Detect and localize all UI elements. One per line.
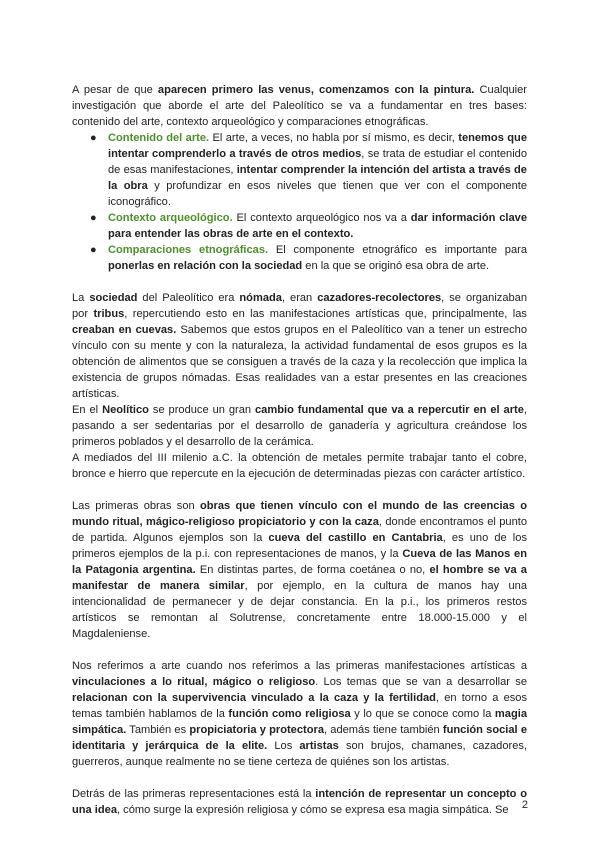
bullet-icon: ●: [90, 244, 97, 256]
bold-run: propiciatoria y protectora: [189, 724, 324, 736]
bullet-icon: ●: [90, 132, 97, 144]
bold-run: intentar comprender la intención del artista a través de la obra: [108, 164, 527, 192]
bold-run: dar información clave para entender las obras de arte en el contexto.: [108, 212, 527, 240]
text-run: En el: [72, 404, 103, 416]
text-run: son brujos, chamanes, cazadores, guerreros, aunque realmente no se tiene certeza de quiénes son los artistas.: [72, 740, 527, 768]
bold-run: relacionan con la supervivencia vinculado a la caza y la fertilidad: [72, 692, 436, 704]
text-run: A pesar de que: [72, 84, 158, 96]
text-run: , donde encontramos el punto de partida. Algunos ejemplos son la: [72, 516, 528, 544]
paragraph-gap: [72, 482, 527, 498]
list-item: [90, 210, 527, 242]
list-item: [90, 130, 528, 210]
page-content: [72, 82, 527, 818]
heading-run: Contenido del arte.: [108, 132, 210, 144]
bold-run: obras que tienen vínculo con el mundo de las creencias o mundo ritual, mágico-religioso propiciatorio y con la caza: [72, 500, 527, 528]
text-run: La: [72, 292, 90, 304]
text-run: , además tiene también: [323, 724, 443, 736]
text-run: , es uno de los primeros ejemplos de la p.i. con representaciones de manos, y la: [72, 532, 527, 560]
text-run: en la que se originó esa obra de arte.: [302, 260, 490, 272]
text-run: El arte, a veces, no habla por sí mismo, es decir,: [209, 132, 459, 144]
bold-run: nómada: [239, 292, 282, 304]
text-run: El componente etnográfico es importante para: [268, 244, 527, 256]
text-run: Las primeras obras son: [72, 500, 200, 512]
text-run: En distintas partes, de forma coetánea o no,: [195, 564, 430, 576]
paragraph-intro: [72, 82, 527, 130]
paragraph-gap: [72, 770, 527, 786]
text-run: , cómo surge la expresión religiosa y cómo se expresa esa magia simpática. Se: [117, 804, 509, 816]
bullet-text-comparaciones: [108, 244, 527, 272]
bold-run: tenemos que intentar comprenderlo a través de otros medios: [108, 132, 527, 160]
bold-run: magia simpática.: [72, 708, 527, 736]
paragraph-vinculaciones: [72, 658, 527, 770]
bullet-text-contenido: [108, 132, 527, 208]
bold-run: aparecen primero las venus, comenzamos con la pintura.: [157, 84, 475, 96]
text-run: A mediados del III milenio a.C. la obtención de metales permite trabajar tanto el cobre, bronce e hierro que repercute en la ejecución de determinadas piezas con carácter artístico.: [72, 452, 527, 480]
bold-run: artistas: [299, 740, 339, 752]
text-run: , eran: [281, 292, 318, 304]
bold-run: cambio fundamental que va a repercutir en el arte: [255, 404, 524, 416]
bold-run: cazadores-recolectores: [317, 292, 442, 304]
bold-run: el hombre se va a manifestar de manera similar: [72, 564, 527, 592]
text-run: , en torno a esos temas también hablamos de la: [72, 692, 528, 720]
paragraph-primeras-obras: [72, 498, 527, 642]
text-run: Sabemos que estos grupos en el Paleolítico van a tener un estrecho vínculo con su mente y con la naturaleza, la actividad fundamental de esos grupos es la obtención de alimentos que se consiguen a través de la caza y la recolección que implica la existencia de grupos nómadas. Esas realidades van a estar presentes en las creaciones artísticas.: [72, 324, 527, 400]
text-run: del Paleolítico era: [137, 292, 240, 304]
paragraph-gap: [72, 274, 527, 290]
bold-run: vinculaciones a lo ritual, mágico o religioso: [72, 676, 316, 688]
bullet-list: [72, 130, 527, 274]
list-item: [90, 242, 527, 274]
text-run: . Los temas que se van a desarrollar se: [315, 676, 527, 688]
text-run: Los: [267, 740, 300, 752]
bold-run: ponerlas en relación con la sociedad: [108, 260, 303, 272]
text-run: , repercutiendo esto en las manifestaciones artísticas que, principalmente, las: [124, 308, 527, 320]
text-run: , se organizaban por: [72, 292, 528, 320]
heading-run: Contexto arqueológico.: [108, 212, 233, 224]
bold-run: intención de representar un concepto o una idea: [72, 788, 527, 816]
paragraph-sociedad: [72, 290, 527, 402]
page-number: 2: [521, 799, 528, 811]
bold-run: función social e identitaria y jerárquica de la elite.: [72, 724, 527, 752]
paragraph-gap: [72, 642, 527, 658]
heading-run: Comparaciones etnográficas.: [108, 244, 269, 256]
text-run: , pasando a ser sedentarias por el desarrollo de ganadería y agricultura creándose los primeros poblados y el desarrollo de la cerámica.: [72, 404, 527, 448]
paragraph-metales: [72, 450, 527, 482]
text-run: se produce un gran: [148, 404, 256, 416]
bold-run: Neolítico: [102, 404, 149, 416]
text-run: El contexto arqueológico nos va a: [232, 212, 411, 224]
text-run: y profundizar en esos niveles que tienen que ver con el componente iconográfico.: [108, 180, 528, 208]
bold-run: tribus: [93, 308, 125, 320]
bold-run: Cueva de las Manos en la Patagonia argentina.: [72, 548, 527, 576]
text-run: , se trata de estudiar el contenido de esas manifestaciones,: [108, 148, 528, 176]
bold-run: función como religiosa: [228, 708, 351, 720]
bold-run: creaban en cuevas.: [72, 324, 177, 336]
paragraph-neolitico: [72, 402, 527, 450]
text-run: Cualquier investigación que aborde el arte del Paleolítico se va a fundamentar en tres bases: contenido del arte, contexto arqueológico y comparaciones etnográficas.: [72, 84, 527, 128]
bold-run: cueva del castillo en Cantabria: [268, 532, 443, 544]
bullet-text-contexto: [108, 212, 527, 240]
text-run: , por ejemplo, en la cultura de manos hay una intencionalidad de permanecer y de dejar constancia. En la p.i., los primeros restos artísticos se remontan al Solutrense, concretamente entre 18.000-15.000 y el Magdaleniense.: [72, 580, 528, 640]
text-run: Detrás de las primeras representaciones está la: [72, 788, 316, 800]
bullet-icon: ●: [90, 212, 97, 224]
text-run: También es: [126, 724, 190, 736]
text-run: Nos referimos a arte cuando nos referimos a las primeras manifestaciones artísticas a: [72, 660, 527, 672]
bold-run: sociedad: [89, 292, 138, 304]
text-run: y lo que se conoce como la: [350, 708, 495, 720]
paragraph-concepto: [72, 786, 527, 818]
